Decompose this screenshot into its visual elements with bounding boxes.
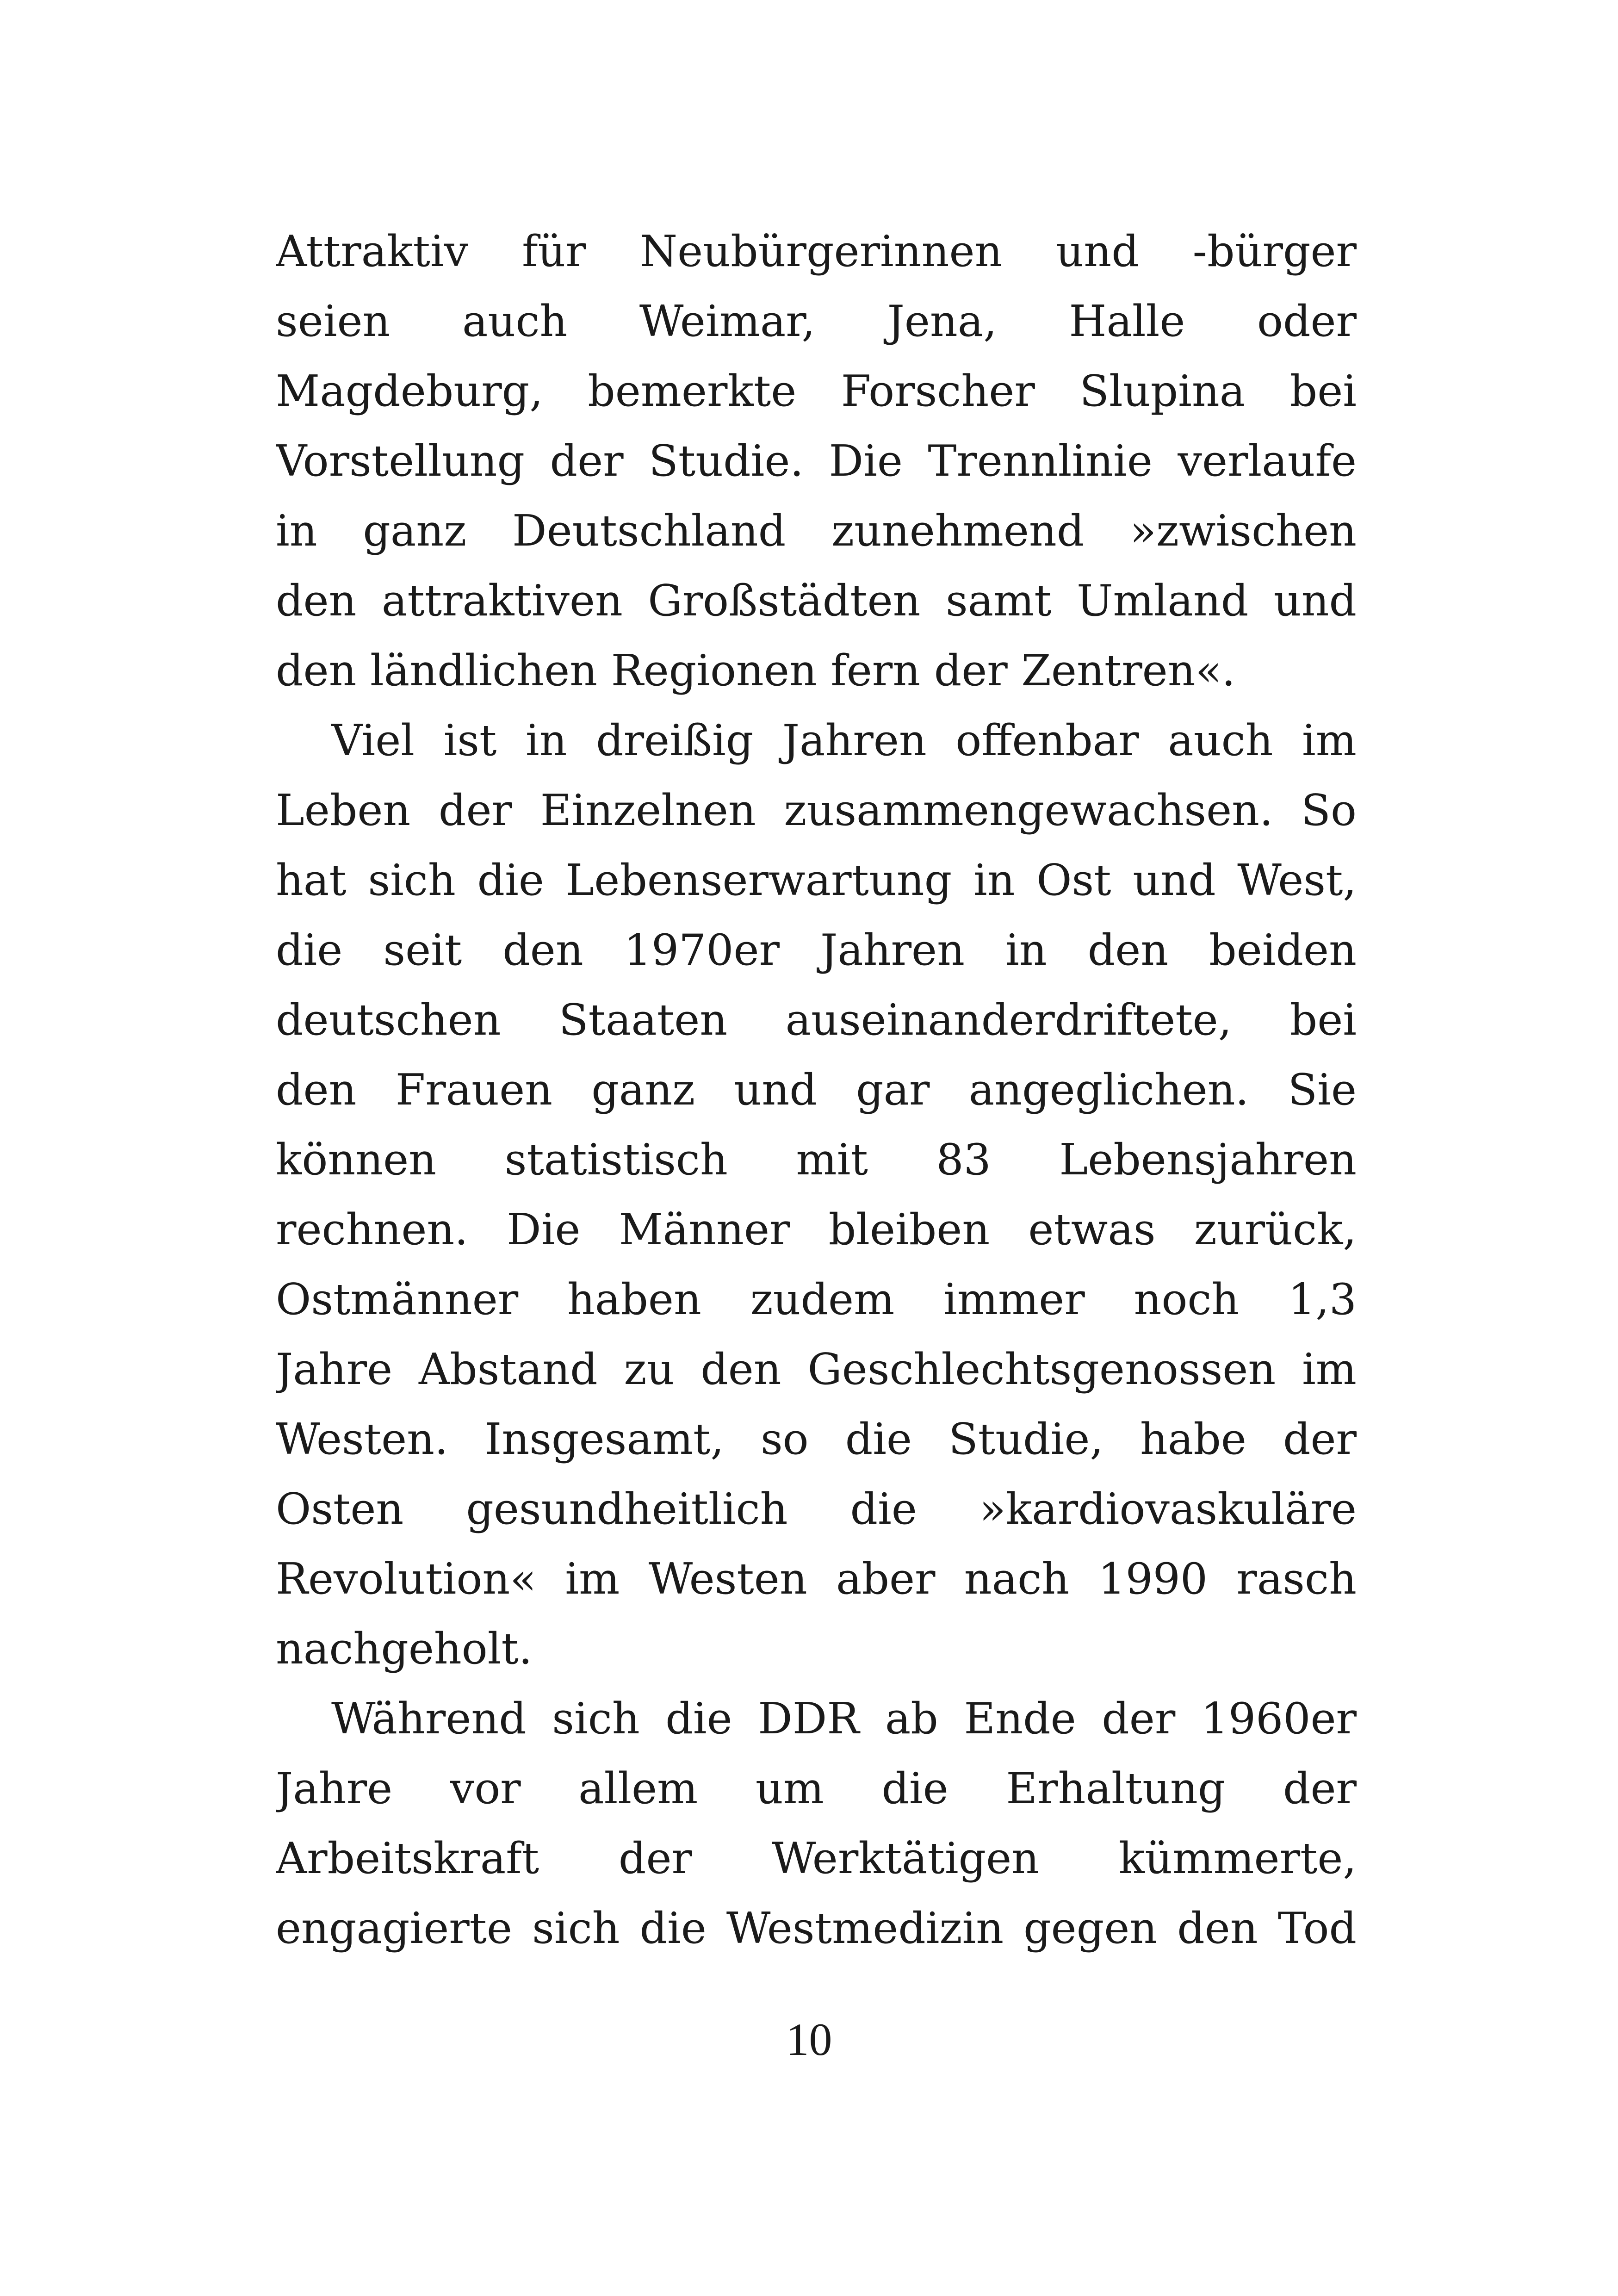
body-text xyxy=(276,217,1357,1963)
text-line: hat sich die Lebenserwartung in Ost und West, xyxy=(276,855,1357,905)
text-line: Westen. Insgesamt, so die Studie, habe der xyxy=(276,1414,1357,1464)
text-line: den Frauen ganz und gar angeglichen. Sie xyxy=(276,1065,1357,1115)
text-line: seien auch Weimar, Jena, Halle oder xyxy=(276,296,1357,346)
text-line: Jahre Abstand zu den Geschlechtsgenossen im xyxy=(276,1344,1357,1394)
text-line: in ganz Deutschland zunehmend »zwischen xyxy=(276,506,1357,556)
text-line: Leben der Einzelnen zusammengewachsen. So xyxy=(276,785,1357,835)
text-line: den attraktiven Großstädten samt Umland und xyxy=(276,576,1357,626)
page-number: 10 xyxy=(786,2014,832,2065)
text-line: Revolution« im Westen aber nach 1990 rasch xyxy=(276,1554,1357,1604)
text-line: Osten gesundheitlich die »kardiovaskuläre xyxy=(276,1484,1357,1534)
text-line: engagierte sich die Westmedizin gegen den Tod xyxy=(276,1903,1357,1953)
text-line: Ostmänner haben zudem immer noch 1,3 xyxy=(276,1274,1357,1324)
text-line: können statistisch mit 83 Lebensjahren xyxy=(276,1135,1357,1185)
paragraph-2 xyxy=(276,706,1357,1684)
text-line: die seit den 1970er Jahren in den beiden xyxy=(276,925,1357,975)
text-line: Vorstellung der Studie. Die Trennlinie verlaufe xyxy=(276,436,1357,486)
text-line: deutschen Staaten auseinanderdriftete, bei xyxy=(276,995,1357,1045)
text-line: Arbeitskraft der Werktätigen kümmerte, xyxy=(276,1833,1357,1883)
paragraph-3 xyxy=(276,1684,1357,1963)
paragraph-1 xyxy=(276,217,1357,706)
text-line: nachgeholt. xyxy=(276,1624,533,1674)
text-line: rechnen. Die Männer bleiben etwas zurück, xyxy=(276,1204,1357,1254)
text-line: Magdeburg, bemerkte Forscher Slupina bei xyxy=(276,366,1357,416)
text-line: Jahre vor allem um die Erhaltung der xyxy=(276,1763,1357,1813)
text-line: Viel ist in dreißig Jahren offenbar auch im xyxy=(331,715,1357,765)
text-line: den ländlichen Regionen fern der Zentren«. xyxy=(276,645,1236,695)
text-line: Während sich die DDR ab Ende der 1960er xyxy=(331,1694,1357,1744)
text-line: Attraktiv für Neubürgerinnen und -bürger xyxy=(276,226,1357,276)
